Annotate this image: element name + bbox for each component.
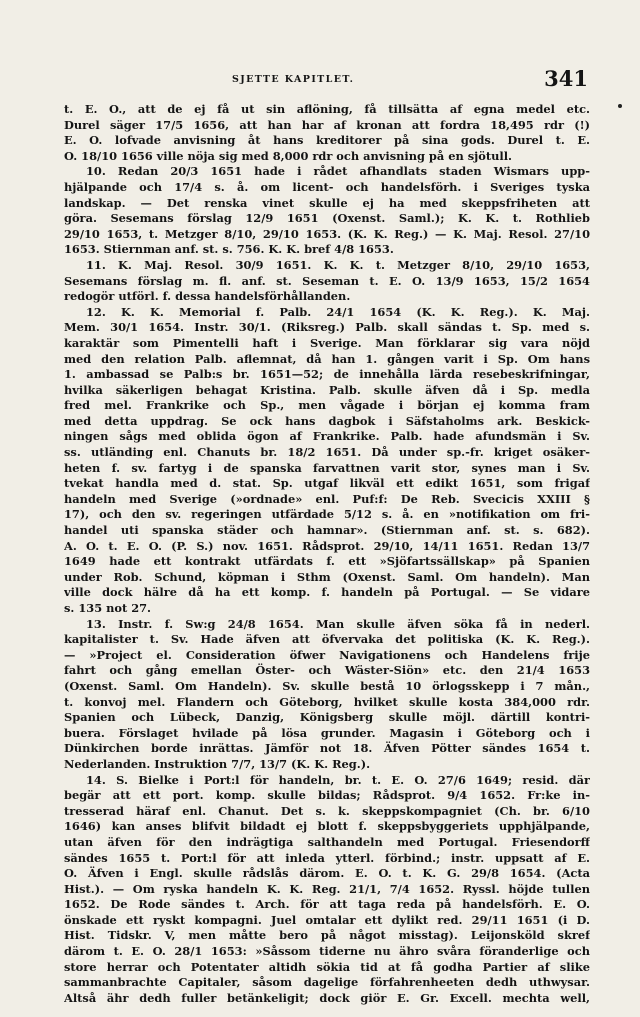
text-line: Nederlanden. Instruktion 7/7, 13/7 (K. K. Reg.).	[64, 756, 371, 771]
text-line: 1. ambassad se Palb:s br. 1651—52; de innehålla lärda resebeskrifningar,	[64, 367, 590, 382]
text-line: O. Äfven i Engl. skulle rådslås därom. E. O. t. K. G. 29/8 1654. (Acta	[64, 866, 590, 881]
text-line: buera. Förslaget hvilade på lösa grunder. Magasin i Göteborg och i	[64, 725, 590, 740]
text-line: Durel säger 17/5 1656, att han har af kronan att fordra 18,495 rdr (!)	[64, 117, 590, 132]
text-line: Altså ähr dedh fuller betänkeligit; dock giör E. Gr. Excell. mechta well,	[64, 990, 590, 1005]
text-line: tresserad häraf enl. Chanut. Det s. k. skeppskompagniet (Ch. br. 6/10	[64, 803, 590, 818]
text-line: karaktär som Pimentelli haft i Sverige. Man förklarar sig vara nöjd	[64, 335, 590, 350]
text-line: tvekat handla med d. stat. Sp. utgaf likväl ett edikt 1651, som frigaf	[64, 476, 590, 491]
text-line: 1649 hade ett kontrakt utfärdats f. ett »Sjöfartssällskap» på Spanien	[64, 554, 590, 569]
text-line: ningen sågs med oblida ögon af Frankrike. Palb. hade afundsmän i Sv.	[64, 429, 590, 444]
text-line: under Rob. Schund, köpman i Sthm (Oxenst. Saml. Om handeln). Man	[64, 569, 590, 584]
text-line: landskap. — Det renska vinet skulle ej ha med skeppsfriheten att	[64, 195, 590, 210]
page-number: 341	[544, 66, 588, 91]
text-line: hvilka säkerligen behagat Kristina. Palb. skulle äfven då i Sp. medla	[64, 382, 590, 397]
text-line: (Oxenst. Saml. Om Handeln). Sv. skulle bestå 10 örlogsskepp i 7 mån.,	[64, 678, 590, 693]
text-line: hjälpande och 17/4 s. å. om licent- och handelsförh. i Sveriges tyska	[64, 179, 590, 194]
text-line: t. E. O., att de ej få ut sin aflöning, få tillsätta af egna medel etc.	[64, 102, 590, 116]
text-line: ville dock hälre då ha ett komp. f. handeln på Portugal. — Se vidare	[64, 585, 590, 600]
text-line: 1652. De Rode sändes t. Arch. för att taga reda på handelsförh. E. O.	[64, 897, 590, 912]
text-line: Sesemans förslag m. fl. anf. st. Seseman t. E. O. 13/9 1653, 15/2 1654	[64, 273, 590, 288]
text-line: Dünkirchen borde inrättas. Jämför not 18. Äfven Pötter sändes 1654 t.	[64, 741, 590, 756]
text-line: göra. Sesemans förslag 12/9 1651 (Oxenst. Saml.); K. K. t. Rothlieb	[64, 211, 590, 226]
page-header	[64, 66, 588, 92]
notes-body	[64, 102, 590, 1006]
text-line: — »Project el. Consideration öfwer Navigationens och Handelens frije	[64, 647, 590, 662]
text-line: med detta uppdrag. Se ock hans dagbok i Säfstaholms ark. Beskick-	[64, 413, 590, 428]
running-title: SJETTE KAPITLET.	[232, 74, 355, 85]
text-line: s. 135 not 27.	[64, 601, 152, 615]
text-line: Mem. 30/1 1654. Instr. 30/1. (Riksreg.) Palb. skall sändas t. Sp. med s.	[64, 320, 590, 335]
text-line: 14. S. Bielke i Port:l för handeln, br. t. E. O. 27/6 1649; resid. där	[86, 772, 590, 787]
text-line: 10. Redan 20/3 1651 hade i rådet afhandlats staden Wismars upp-	[86, 164, 590, 179]
text-line: redogör utförl. f. dessa handelsförhållanden.	[64, 289, 351, 304]
text-line: därom t. E. O. 28/1 1653: »Såssom tiderne nu ähro svåra föranderlige och	[64, 944, 590, 959]
margin-dot	[618, 104, 622, 108]
text-line: önskade ett ryskt kompagni. Juel omtalar ett dylikt red. 29/11 1651 (i D.	[64, 912, 590, 927]
text-line: ss. utländing enl. Chanuts br. 18/2 1651. Då under sp.-fr. kriget osäker-	[64, 445, 590, 460]
text-line: 1646) kan anses blifvit bildadt ej blott f. skeppsbyggeriets upphjälpande,	[64, 819, 590, 834]
text-line: 12. K. K. Memorial f. Palb. 24/1 1654 (K. K. Reg.). K. Maj.	[86, 304, 590, 319]
text-line: fahrt och gång emellan Öster- och Wäster-Siön» etc. den 21/4 1653	[64, 663, 590, 678]
text-line: 11. K. Maj. Resol. 30/9 1651. K. K. t. Metzger 8/10, 29/10 1653,	[86, 257, 590, 272]
text-line: sändes 1655 t. Port:l för att inleda ytterl. förbind.; instr. uppsatt af E.	[64, 850, 590, 865]
text-line: handel uti spanska städer och hamnar». (Stiernman anf. st. s. 682).	[64, 523, 590, 538]
text-line: store herrar och Potentater altidh sökia tid at få godha Partier af slike	[64, 959, 590, 974]
text-line: Hist.). — Om ryska handeln K. K. Reg. 21/1, 7/4 1652. Ryssl. höjde tullen	[64, 881, 590, 896]
text-line: Spanien och Lübeck, Danzig, Königsberg skulle möjl. därtill kontri-	[64, 710, 590, 725]
text-line: 29/10 1653, t. Metzger 8/10, 29/10 1653. (K. K. Reg.) — K. Maj. Resol. 27/10	[64, 226, 590, 241]
text-line: heten f. sv. fartyg i de spanska farvattnen varit stor, synes man i Sv.	[64, 460, 590, 475]
text-line: utan äfven för den indrägtiga salthandeln med Portugal. Friesendorff	[64, 834, 590, 849]
text-line: fred mel. Frankrike och Sp., men vågade i början ej komma fram	[64, 398, 590, 413]
text-line: 1653. Stiernman anf. st. s. 756. K. K. bref 4/8 1653.	[64, 242, 394, 257]
text-line: kapitalister t. Sv. Hade äfven att öfvervaka det politiska (K. K. Reg.).	[64, 632, 590, 647]
text-line: begär att ett port. komp. skulle bildas; Rådsprot. 9/4 1652. Fr:ke in-	[64, 788, 590, 803]
text-line: O. 18/10 1656 ville nöja sig med 8,000 rdr och anvisning på en sjötull.	[64, 148, 513, 163]
text-line: A. O. t. E. O. (P. S.) nov. 1651. Rådsprot. 29/10, 14/11 1651. Redan 13/7	[64, 538, 590, 553]
text-line: 13. Instr. f. Sw:g 24/8 1654. Man skulle äfven söka få in nederl.	[86, 616, 590, 631]
text-line: sammanbrachte Capitaler, såsom dagelige förfahrenheeten dedh uthwysar.	[64, 975, 590, 990]
text-line: 17), och den sv. regeringen utfärdade 5/12 s. å. en »notifikation om fri-	[64, 507, 590, 522]
text-line: E. O. lofvade anvisning åt hans kreditorer på sina gods. Durel t. E.	[64, 133, 590, 148]
text-line: t. konvoj mel. Flandern och Göteborg, hvilket skulle kosta 384,000 rdr.	[64, 694, 590, 709]
text-line: med den relation Palb. aflemnat, då han 1. gången varit i Sp. Om hans	[64, 351, 590, 366]
text-line: handeln med Sverige (»ordnade» enl. Puf:f: De Reb. Svecicis XXIII §	[64, 491, 590, 506]
text-line: Hist. Tidskr. V, men måtte bero på något misstag). Leijonsköld skref	[64, 928, 590, 943]
